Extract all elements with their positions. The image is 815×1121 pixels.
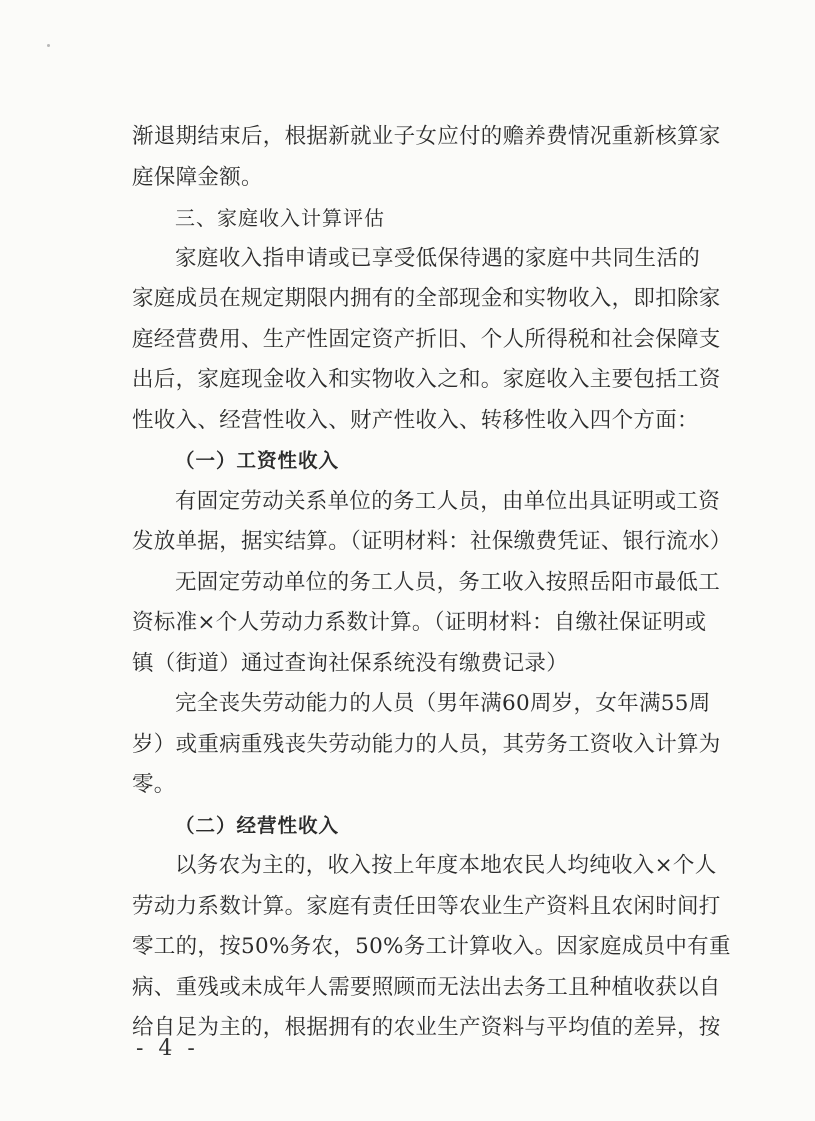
text-line: 无固定劳动单位的务工人员，务工收入按照岳阳市最低工 [175,569,721,595]
text-line: 庭保障金额。 [132,164,263,190]
text-line: 以务农为主的，收入按上年度本地农民人均纯收入×个人 [175,853,717,878]
text-line: 零工的，按50%务农，50%务工计算收入。因家庭成员中有重 [132,934,731,959]
section-heading: （一）工资性收入 [175,449,340,472]
text-line: 完全丧失劳动能力的人员（男年满60周岁，女年满55周 [175,691,711,716]
text-line: 资标准×个人劳动力系数计算。（证明材料：自缴社保证明或 [132,610,707,635]
text-line: 镇（街道）通过查询社保系统没有缴费记录） [132,650,569,676]
text-line: 性收入、经营性收入、财产性收入、转移性收入四个方面： [132,407,699,433]
text-line: 病、重残或未成年人需要照顾而无法出去务工且种植收获以自 [132,974,721,1000]
text-line: 劳动力系数计算。家庭有责任田等农业生产资料且农闲时间打 [132,893,721,919]
section-heading: （二）经营性收入 [175,813,340,837]
text-line: 出后，家庭现金收入和实物收入之和。家庭收入主要包括工资 [132,367,721,392]
text-line: 渐退期结束后，根据新就业子女应付的赡养费情况重新核算家 [132,124,721,149]
text-line: 发放单据，据实结算。（证明材料：社保缴费凭证、银行流水） [132,529,732,554]
page-number: - 4 - [136,1036,199,1061]
section-heading: 三、家庭收入计算评估 [175,206,385,230]
text-line: 有固定劳动关系单位的务工人员，由单位出具证明或工资 [175,488,721,514]
text-line: 家庭成员在规定期限内拥有的全部现金和实物收入，即扣除家 [132,286,721,311]
text-line: 庭经营费用、生产性固定资产折旧、个人所得税和社会保障支 [132,326,721,352]
text-line: 家庭收入指申请或已享受低保待遇的家庭中共同生活的 [175,245,700,271]
text-line: 岁）或重病重残丧失劳动能力的人员，其劳务工资收入计算为 [132,731,721,757]
document-body [132,117,732,1049]
text-line: 零。 [132,772,176,797]
scan-speck [47,44,50,47]
text-line: 给自足为主的，根据拥有的农业生产资料与平均值的差异，按 [132,1015,721,1040]
